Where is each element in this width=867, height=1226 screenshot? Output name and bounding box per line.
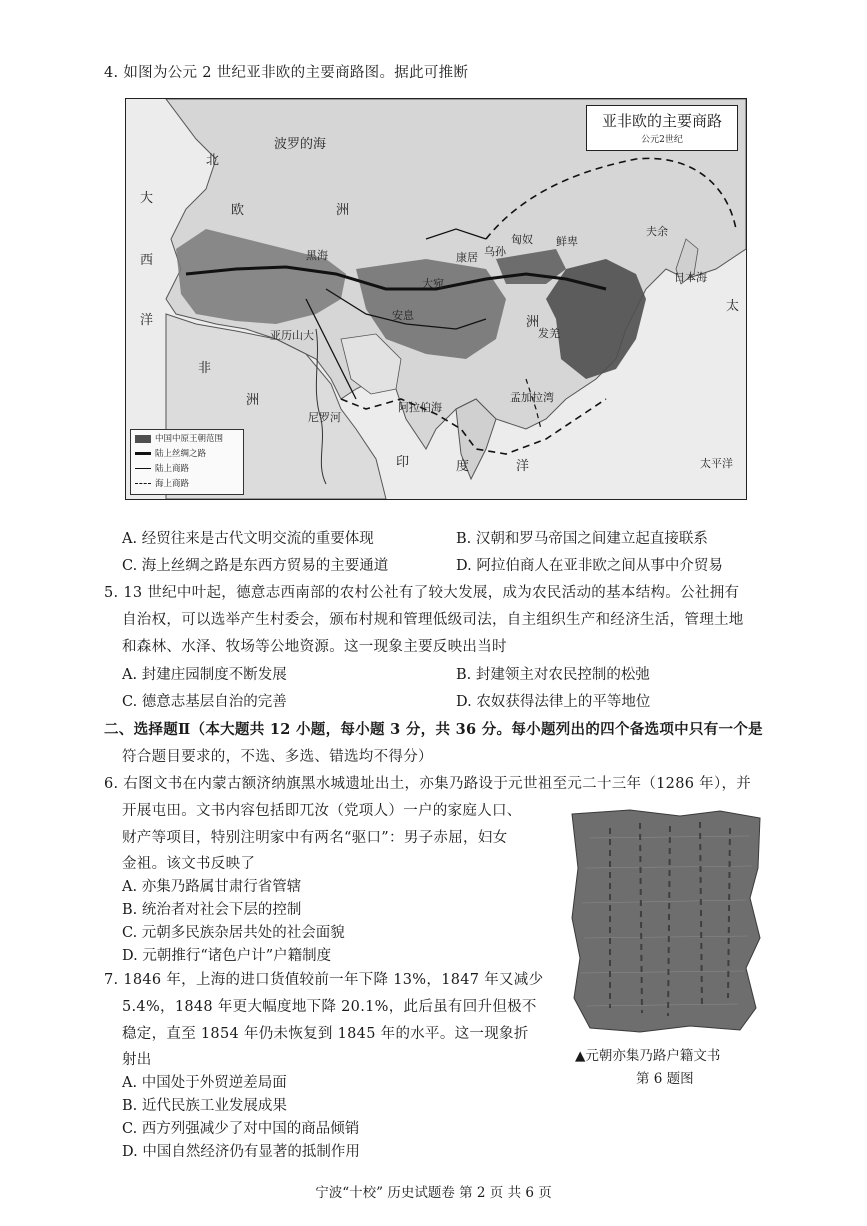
section-2-heading: 二、选择题Ⅱ（本大题共 12 小题，每小题 3 分，共 36 分。每小题列出的四个备选项中只有一个是	[104, 721, 763, 738]
q7-option-d: D. 中国自然经济仍有显著的抵制作用	[122, 1144, 360, 1160]
map-label-fuyu: 夫余	[646, 225, 668, 238]
map-label-black-sea: 黑海	[306, 249, 328, 262]
map-label-nile: 尼罗河	[308, 411, 341, 424]
map-label-europe-1: 欧	[231, 203, 245, 218]
q5-option-c: C. 德意志基层自治的完善	[122, 694, 287, 710]
photo-figure-label: 第 6 题图	[636, 1071, 694, 1087]
q6-line-1: 6. 右图文书在内蒙古额济纳旗黑水城遗址出土，亦集乃路设于元世祖至元二十三年（1286 年），并	[104, 776, 752, 792]
map-label-bengal: 孟加拉湾	[510, 391, 554, 404]
q7-option-b: B. 近代民族工业发展成果	[122, 1098, 287, 1114]
map-label-kangju: 康居	[456, 251, 478, 264]
q4-option-c: C. 海上丝绸之路是东西方贸易的主要通道	[122, 558, 389, 574]
legend-label-han: 中国中原王朝范围	[155, 434, 224, 444]
q6-option-c: C. 元朝多民族杂居共处的社会面貌	[122, 925, 345, 941]
map-title-box	[586, 105, 738, 151]
legend-label-sea: 海上商路	[155, 479, 190, 489]
map-label-faqiang: 发羌	[538, 327, 560, 340]
q6-option-a: A. 亦集乃路属甘肃行省管辖	[122, 879, 302, 895]
map-legend	[130, 429, 244, 495]
q5-line-3: 和森林、水泽、牧场等公地资源。这一现象主要反映出当时	[122, 639, 507, 655]
q6-line-2: 开展屯田。文书内容包括即兀汝（党项人）一户的家庭人口、	[122, 803, 522, 819]
map-label-indian-2: 度	[456, 459, 470, 474]
legend-swatch-thick	[135, 452, 151, 455]
map-label-dawan: 大宛	[422, 277, 444, 290]
legend-swatch-solid	[135, 468, 151, 469]
q6-option-b: B. 统治者对社会下层的控制	[122, 902, 302, 918]
q7-line-2: 5.4%，1848 年更大幅度地下降 20.1%，此后虽有回升但极不	[122, 999, 537, 1015]
q7-line-3: 稳定，直至 1854 年仍未恢复到 1845 年的水平。这一现象折	[122, 1026, 529, 1042]
trade-routes-map	[125, 98, 747, 500]
map-label-africa-2: 洲	[246, 393, 260, 408]
map-label-xiongnu: 匈奴	[511, 233, 533, 246]
legend-row-sea	[135, 477, 189, 491]
page-footer: 宁波“十校” 历史试题卷 第 2 页 共 6 页	[315, 1185, 552, 1201]
q4-option-a: A. 经贸往来是古代文明交流的重要体现	[122, 531, 374, 547]
map-label-atlantic-1: 大	[140, 191, 154, 206]
map-label-indian-3: 洋	[516, 459, 530, 474]
map-label-baltic: 波罗的海	[274, 137, 327, 152]
legend-row-silk	[135, 447, 206, 461]
q4-stem: 4. 如图为公元 2 世纪亚非欧的主要商路图。据此可推断	[104, 65, 469, 81]
map-label-africa-1: 非	[198, 361, 212, 376]
map-label-japan-sea: 日本海	[674, 271, 707, 284]
q6-line-3: 财产等项目，特别注明家中有两名“驱口”：男子赤屈，妇女	[122, 830, 508, 846]
legend-swatch-dashed	[135, 483, 151, 484]
q7-line-4: 射出	[122, 1052, 152, 1068]
q5-line-1: 5. 13 世纪中叶起，德意志西南部的农村公社有了较大发展，成为农民活动的基本结构。公社拥有	[104, 585, 740, 601]
map-title: 亚非欧的主要商路	[601, 112, 722, 130]
legend-row-land	[135, 462, 189, 476]
map-label-taiping: 太平洋	[700, 457, 733, 470]
map-label-atlantic-3: 洋	[140, 313, 154, 328]
legend-row-han	[135, 432, 223, 446]
legend-label-land: 陆上商路	[155, 464, 190, 474]
map-label-arabian-sea: 阿拉伯海	[398, 401, 442, 414]
map-label-indian-1: 印	[396, 455, 410, 470]
q5-option-a: A. 封建庄园制度不断发展	[122, 667, 287, 683]
q6-option-d: D. 元朝推行“诸色户计”户籍制度	[122, 948, 332, 964]
q7-option-c: C. 西方列强减少了对中国的商品倾销	[122, 1121, 360, 1137]
q4-option-d: D. 阿拉伯商人在亚非欧之间从事中介贸易	[456, 558, 723, 574]
map-label-asia-1: 洲	[526, 315, 540, 330]
map-label-europe-2: 洲	[336, 203, 350, 218]
map-subtitle: 公元2世纪	[641, 135, 683, 145]
q4-option-b: B. 汉朝和罗马帝国之间建立起直接联系	[456, 531, 708, 547]
section-2-heading-cont: 符合题目要求的，不选、多选、错选均不得分）	[122, 749, 433, 765]
q5-option-b: B. 封建领主对农民控制的松弛	[456, 667, 650, 683]
q7-line-1: 7. 1846 年，上海的进口货值较前一年下降 13%，1847 年又减少	[104, 972, 544, 988]
legend-label-silk: 陆上丝绸之路	[155, 449, 207, 459]
map-label-atlantic-2: 西	[140, 253, 154, 268]
map-label-anxi: 安息	[392, 309, 414, 322]
legend-swatch-fill	[135, 435, 151, 443]
household-register-image	[570, 808, 766, 1033]
map-label-alexandria: 亚历山大	[270, 329, 314, 342]
household-register-photo	[570, 808, 766, 1033]
q7-option-a: A. 中国处于外贸逆差局面	[122, 1075, 287, 1091]
q5-line-2: 自治权，可以选举产生村委会，颁布村规和管理低级司法，自主组织生产和经济生活，管理土地	[122, 612, 744, 628]
map-label-wusun: 乌孙	[484, 245, 506, 258]
q6-line-4: 金祖。该文书反映了	[122, 856, 256, 872]
map-label-xianbei: 鲜卑	[556, 235, 578, 248]
map-label-north: 北	[206, 153, 220, 168]
map-label-pacific: 太	[726, 299, 740, 314]
photo-caption: ▲元朝亦集乃路户籍文书	[575, 1048, 721, 1064]
q5-option-d: D. 农奴获得法律上的平等地位	[456, 694, 651, 710]
